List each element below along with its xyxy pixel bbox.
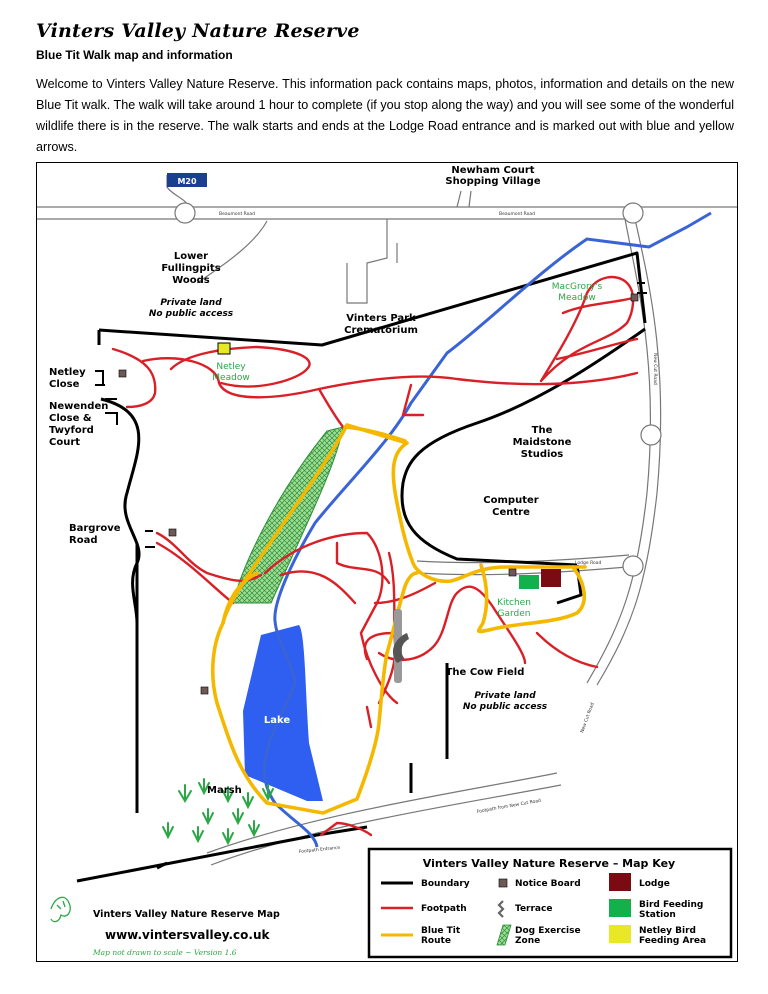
road-label-newcut-2: New Cut Road [580,702,596,734]
intro-paragraph: Welcome to Vinters Valley Nature Reserve. This information pack contains maps, photos, information and details on the new Blue Tit walk. The walk will take around 1 hour to complete (if you stop along the way) and you will see some of the wonderful wildlife there is in the reserve. The walk starts and ends at the Lodge Road entrance and is marked out with blue and yellow arrows. [36,77,734,154]
reserve-map [36,162,738,962]
label-lower: Lower [173,251,209,262]
roundabouts [175,203,661,576]
label-maidstone-1: The [531,425,553,436]
label-cowfield: The Cow Field [445,667,525,678]
road-label-beaumont-2: Beaumont Road [499,212,535,217]
label-private-2: Private land [474,691,536,701]
label-newenden-2: Close & [49,413,92,424]
label-private-1: Private land [160,298,222,308]
m20-sign [167,173,207,187]
label-bargrove-2: Road [69,535,98,546]
label-woods: Woods [172,275,210,286]
label-kitchen-2: Garden [497,609,531,619]
page-subtitle: Blue Tit Walk map and information [36,48,233,62]
road-label-beaumont-1: Beaumont Road [219,212,255,217]
key-dog-zone-1: Dog Exercise [515,926,581,936]
map-key [369,849,731,957]
key-footpath: Footpath [421,904,467,914]
road-label-footpath-entrance: Footpath Entrance [298,845,341,855]
label-computer-2: Centre [492,507,530,518]
label-newham: Newham Court [451,165,535,176]
label-netley-meadow-1: Netley [216,362,246,372]
footer-note: Map not drawn to scale ~ Version 1.6 [93,948,237,957]
road-label-newcut-1: New Cut Road [652,353,657,385]
label-netley-close-1: Netley [49,367,86,378]
key-netley-2: Feeding Area [639,936,707,946]
label-maidstone-3: Studios [520,449,564,460]
label-netley-close-2: Close [49,379,80,390]
label-crematorium: Crematorium [344,325,418,336]
key-lodge: Lodge [639,879,670,889]
label-netley-meadow-2: Meadow [212,373,250,383]
reserve-logo [51,897,70,921]
label-marsh: Marsh [207,785,242,796]
map-canvas [37,163,737,961]
label-kitchen-1: Kitchen [497,598,531,608]
label-maidstone-2: Maidstone [512,437,572,448]
label-macgrory-1: MacGrory's [551,282,603,292]
key-bluetit-2: Route [421,936,451,946]
label-noaccess-1: No public access [148,309,234,319]
roads [37,175,737,865]
label-macgrory-2: Meadow [558,293,596,303]
bird-feeding-station [519,575,539,589]
label-bargrove-1: Bargrove [69,523,121,534]
key-terrace: Terrace [515,904,553,914]
label-newenden-4: Court [49,437,81,448]
label-lake: Lake [263,715,291,726]
key-boundary: Boundary [421,879,470,889]
key-feeding-station-1: Bird Feeding [639,900,704,910]
m20-label: M20 [177,177,197,186]
key-notice-board: Notice Board [515,879,581,889]
label-computer-1: Computer [483,495,539,506]
road-label-footpath-newcut: Footpath from New Cut Road [476,798,542,815]
label-newenden-3: Twyford [49,425,94,436]
lodge [541,569,561,587]
key-dog-zone-2: Zone [515,936,541,946]
footer-url: www.vintersvalley.co.uk [105,928,270,942]
netley-bird-feeding-area [218,343,230,354]
label-vinters-park: Vinters Park [346,313,416,324]
key-netley-1: Netley Bird [639,926,696,936]
road-label-lodge: Lodge Road [575,561,602,566]
label-noaccess-2: No public access [462,702,548,712]
label-newenden-1: Newenden [49,401,109,412]
page-title: Vinters Valley Nature Reserve [36,20,360,42]
label-newham-2: Shopping Village [445,176,541,187]
key-feeding-station-2: Station [639,910,676,920]
footer-name: Vinters Valley Nature Reserve Map [93,909,280,920]
map-key-title: Vinters Valley Nature Reserve – Map Key [422,857,676,870]
terrace [393,609,409,683]
key-bluetit-1: Blue Tit [421,926,461,936]
label-fullingpits: Fullingpits [161,263,221,274]
